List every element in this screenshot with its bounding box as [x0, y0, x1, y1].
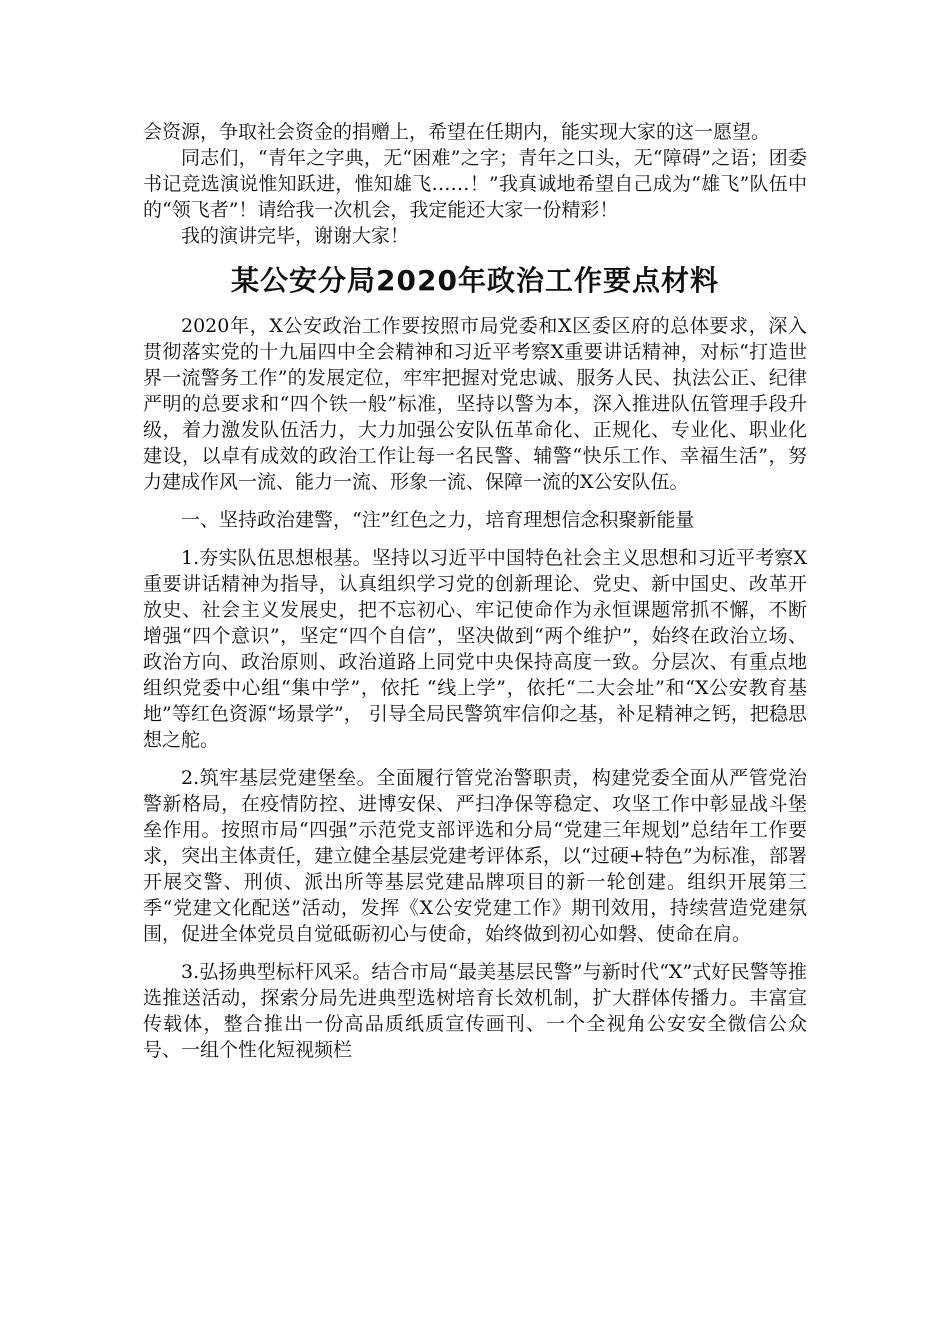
- body-paragraph-3: 2.筑牢基层党建堡垒。全面履行管党治警职责，构建党委全面从严管党治警新格局，在疫情防控、进博安保、严扫净保等稳定、攻坚工作中彰显战斗堡垒作用。按照市局“四强”示范党支部评选和分局“党建三年规划”总结年工作要求，突出主体责任，建立健全基层党建考评体系，以“过硬+特色”为标准，部署开展交警、刑侦、派出所等基层党建品牌项目的新一轮创建。组织开展第三季“党建文化配送”活动，发挥《X公安党建工作》期刊效用，持续营造党建氛围，促进全体党员自觉砥砺初心与使命，始终做到初心如磐、使命在肩。: [143, 767, 807, 945]
- intro-paragraph-3: 我的演讲完毕，谢谢大家！: [181, 225, 410, 247]
- body-paragraph-2: 1.夯实队伍思想根基。坚持以习近平中国特色社会主义思想和习近平考察X重要讲话精神为指导，认真组织学习党的创新理论、党史、新中国史、改革开放史、社会主义发展史，把不忘初心、牢记使命作为永恒课题常抓不懈，不断增强“四个意识”，坚定“四个自信”，坚决做到“两个维护”，始终在政治立场、政治方向、政治原则、政治道路上同党中央保持高度一致。分层次、有重点地组织党委中心组“集中学”，依托 “线上学”，依托“二大会址”和“X公安教育基地”等红色资源“场景学”， 引导全局民警筑牢信仰之基，补足精神之钙，把稳思想之舵。: [143, 547, 807, 751]
- body-paragraph-1: 2020年，X公安政治工作要按照市局党委和X区委区府的总体要求，深入贯彻落实党的十九届四中全会精神和习近平考察X重要讲话精神，对标“打造世界一流警务工作”的发展定位，牢牢把握对党忠诚、服务人民、执法公正、纪律严明的总要求和“四个铁一般”标准，坚持以警为本，深入推进队伍管理手段升级，着力激发队伍活力，大力加强公安队伍革命化、正规化、专业化、职业化建设，以卓有成效的政治工作让每一名民警、辅警“快乐工作、幸福生活”，努力建成作风一流、能力一流、形象一流、保障一流的X公安队伍。: [143, 315, 807, 493]
- body-paragraph-4: 3.弘扬典型标杆风采。结合市局“最美基层民警”与新时代“X”式好民警等推选推送活动，探索分局先进典型选树培育长效机制，扩大群体传播力。丰富宣传载体，整合推出一份高品质纸质宣传画刊、一个全视角公安安全微信公众号、一组个性化短视频栏: [143, 961, 807, 1061]
- intro-paragraph-2: 同志们，“青年之字典，无“困难”之字；青年之口头，无“障碍”之语；团委书记竞选演说惟知跃进，惟知雄飞……！”我真诚地希望自己成为“雄飞”队伍中的“领飞者”！请给我一次机会，我定能还大家一份精彩！: [143, 147, 807, 221]
- document-title: 某公安分局2020年政治工作要点材料: [231, 264, 719, 297]
- intro-paragraph-1: 会资源，争取社会资金的捐赠上，希望在任期内，能实现大家的这一愿望。: [143, 121, 771, 143]
- section-heading-1: 一、坚持政治建警，“注”红色之力，培育理想信念积聚新能量: [181, 509, 695, 531]
- document-content: [143, 119, 807, 1063]
